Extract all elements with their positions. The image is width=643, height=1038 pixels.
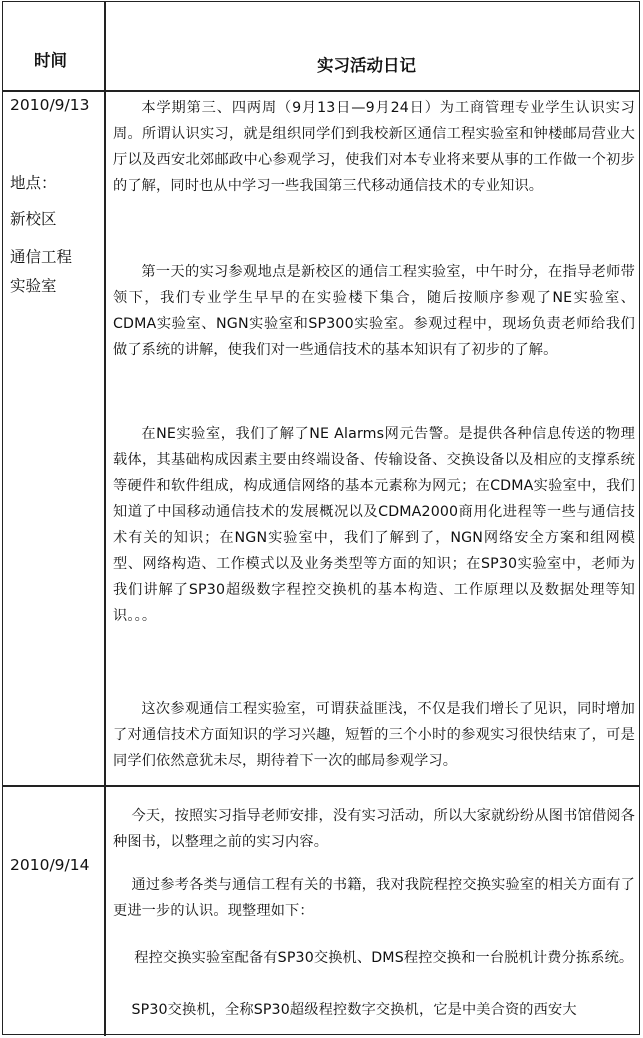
row1-location-line: 新校区 <box>10 210 57 228</box>
row2-date: 2010/9/14 <box>10 856 90 874</box>
row2-paragraph: 今天，按照实习指导老师安排，没有实习活动，所以大家就纷纷从图书馆借阅各种图书，以整理之前的实习内容。 <box>113 808 635 850</box>
row1-location-line: 实验室 <box>10 277 57 295</box>
activity-column-header: 实习活动日记 <box>317 56 416 75</box>
row1-paragraph: 在NE实验室，我们了解了NE Alarms网元告警。是提供各种信息传送的物理载体，其基础构成因素主要由终端设备、传输设备、交换设备以及相应的支撑系统等硬件和软件组成，构成通信网络的基本元素称为网元；在CDMA实验室中，我们知道了中国移动通信技术的发展概况以及CDMA2000商用化进程等一些与通信技术有关的知识；在NGN实验室中，我们了解到了，NGN网络安全方案和组网模型、网络构造、工作模式以及业务类型等方面的知识；在SP30实验室中，老师为我们讲解了SP30超级数字程控交换机的基本构造、工作原理以及数据处理等知识。。。 <box>113 426 635 624</box>
row2-paragraph: 通过参考各类与通信工程有关的书籍，我对我院程控交换实验室的相关方面有了更进一步的认识。现整理如下： <box>113 877 635 919</box>
header-divider <box>2 90 640 92</box>
row2-paragraph: 程控交换实验室配备有SP30交换机、DMS程控交换和一台脱机计费分拣系统。 <box>134 950 634 966</box>
row-divider <box>2 785 640 787</box>
time-column-header: 时间 <box>34 51 67 70</box>
row1-location-line: 通信工程 <box>10 248 73 266</box>
row1-paragraph: 本学期第三、四两周（9月13日—9月24日）为工商管理专业学生认识实习周。所谓认识实习，就是组织同学们到我校新区通信工程实验室和钟楼邮局营业大厅以及西安北郊邮政中心参观学习，使我们对本专业将来要从事的工作做一个初步的了解，同时也从中学习一些我国第三代移动通信技术的专业知识。 <box>113 100 635 194</box>
row1-location-label: 地点： <box>10 174 57 192</box>
column-divider <box>104 1 106 1036</box>
row1-date: 2010/9/13 <box>10 96 90 114</box>
row1-paragraph: 第一天的实习参观地点是新校区的通信工程实验室，中午时分，在指导老师带领下，我们专业学生早早的在实验楼下集合，随后按顺序参观了NE实验室、CDMA实验室、NGN实验室和SP300实验室。参观过程中，现场负责老师给我们做了系统的讲解，使我们对一些通信技术的基本知识有了初步的了解。 <box>113 264 635 358</box>
row1-paragraph: 这次参观通信工程实验室，可谓获益匪浅，不仅是我们增长了见识，同时增加了对通信技术方面知识的学习兴趣，短暂的三个小时的参观实习很快结束了，可是同学们依然意犹未尽，期待着下一次的邮局参观学习。 <box>113 701 635 769</box>
row2-paragraph: SP30交换机，全称SP30超级程控数字交换机，它是中美合资的西安大 <box>131 1002 577 1018</box>
